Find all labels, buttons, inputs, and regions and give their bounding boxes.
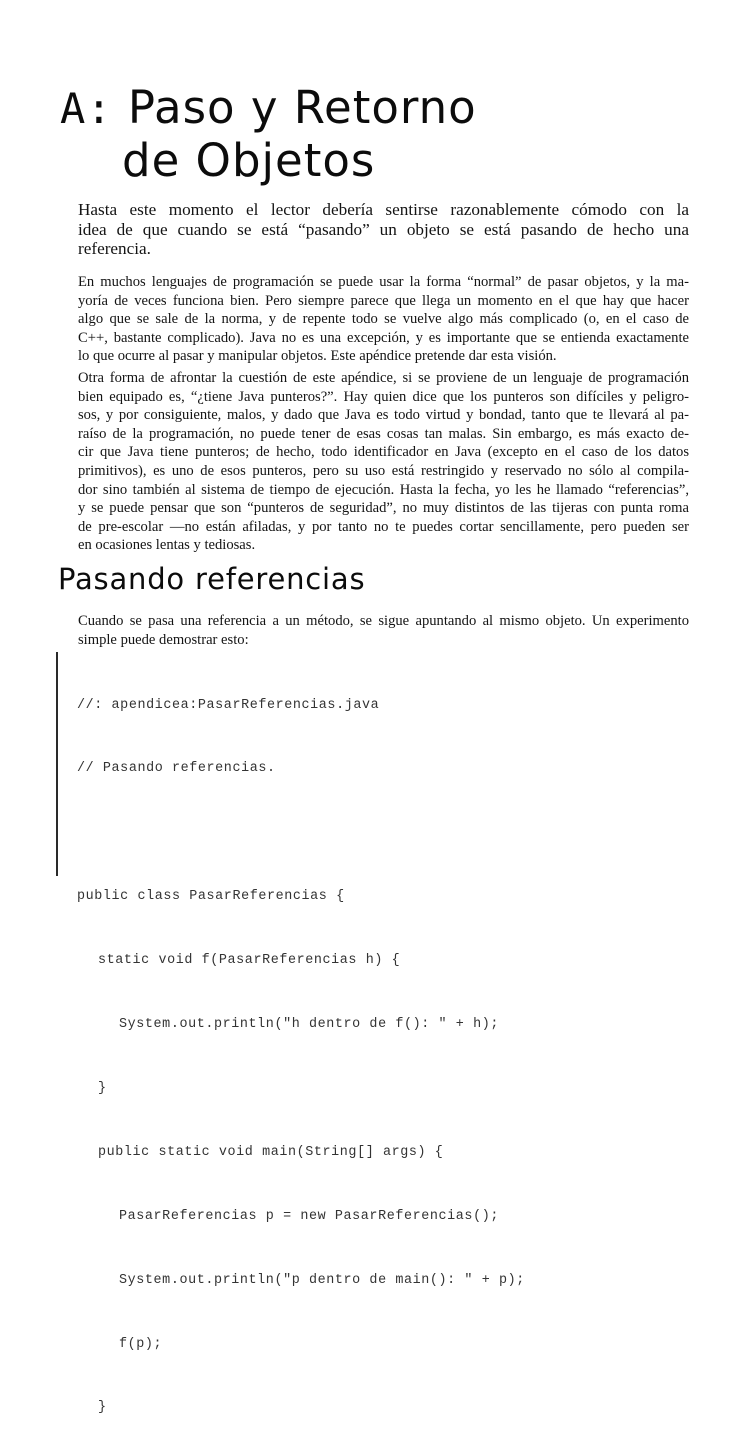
- code-line: PasarReferencias p = new PasarReferencias();: [119, 1208, 499, 1224]
- paragraph-line: en ocasiones lentas y tediosas.: [78, 537, 256, 554]
- paragraph-line: sos, y por consiguiente, malos, y dado que Java es todo virtud y bondad, tanto que te llevará al pa-: [78, 407, 689, 424]
- appendix-label: A:: [60, 84, 113, 133]
- paragraph-line: y se puede pensar que son “punteros de seguridad”, no muy distintos de las tijeras con punta roma: [78, 500, 689, 517]
- code-line: // Pasando referencias.: [77, 761, 276, 777]
- paragraph-line: yoría de veces funciona bien. Pero siempre parece que llega un momento en el que hay que hacer: [78, 292, 689, 309]
- code-line: }: [98, 1080, 107, 1096]
- code-line: System.out.println("h dentro de f(): " + h);: [119, 1017, 499, 1033]
- intro-line: referencia.: [78, 239, 151, 259]
- paragraph-line: cir que Java tiene punteros; de hecho, todo identificador en Java (excepto en el caso de los datos: [78, 444, 689, 461]
- paragraph-line: de pre-escolar —no están afiladas, y por tanto no te puedes cortar sencillamente, pero pueden ser: [78, 518, 689, 535]
- code-line: //: apendicea:PasarReferencias.java: [77, 697, 380, 713]
- paragraph-line: lo que ocurre al pasar y manipular objetos. Este apéndice pretende dar esta visión.: [78, 348, 557, 365]
- paragraph-line: bien equipado es, “¿tiene Java punteros?”. Hay quien dice que los punteros son difíciles y peligro-: [78, 388, 689, 405]
- paragraph-line: Cuando se pasa una referencia a un método, se sigue apuntando al mismo objeto. Un experimento: [78, 613, 689, 629]
- code-line: f(p);: [119, 1336, 163, 1352]
- section-intro-paragraph: [78, 612, 689, 649]
- code-line: System.out.println("p dentro de main(): " + p);: [119, 1272, 525, 1288]
- section-title: Pasando referencias: [58, 562, 366, 596]
- paragraph-line: En muchos lenguajes de programación se puede usar la forma “normal” de pasar objetos, y la ma-: [78, 274, 689, 290]
- intro-line: Hasta este momento el lector debería sentirse razonablemente cómodo con la: [78, 200, 689, 219]
- code-line: public static void main(String[] args) {: [98, 1144, 444, 1160]
- intro-paragraph: [78, 200, 689, 259]
- code-line: }: [98, 1400, 107, 1416]
- intro-line: idea de que cuando se está “pasando” un objeto se está pasando de hecho una: [78, 219, 689, 239]
- body-paragraph-1: [78, 273, 689, 366]
- code-line: public class PasarReferencias {: [77, 889, 345, 905]
- paragraph-line: raíso de la programación, no puede tener de esas cosas tan malas. Sin embargo, es más exacto de-: [78, 425, 689, 442]
- code-line: static void f(PasarReferencias h) {: [98, 953, 401, 969]
- chapter-title-line-2: de Objetos: [122, 134, 376, 187]
- paragraph-line: simple puede demostrar esto:: [78, 631, 249, 648]
- paragraph-line: primitivos), es uno de esos punteros, pero su uso está restringido y reservado no sólo al compila-: [78, 462, 689, 479]
- paragraph-line: Otra forma de afrontar la cuestión de este apéndice, si se proviene de un lenguaje de programación: [78, 370, 689, 386]
- paragraph-line: algo que se sale de la norma, y de repente todo se vuelve algo más complicado (o, en el caso de: [78, 311, 689, 328]
- code-margin-bar: [56, 652, 58, 876]
- chapter-title: [60, 82, 477, 187]
- code-line: [77, 822, 525, 843]
- paragraph-line: dor sino también al sistema de tiempo de ejecución. Hasta la fecha, yo les he llamado “referencias”,: [78, 481, 689, 498]
- code-listing: [77, 652, 525, 1440]
- paragraph-line: C++, bastante complicado). Java no es una excepción, y es importante que se entienda exactamente: [78, 329, 689, 346]
- chapter-title-line-1: [60, 81, 477, 134]
- body-paragraph-2: [78, 369, 689, 555]
- chapter-title-text-1: Paso y Retorno: [127, 81, 477, 134]
